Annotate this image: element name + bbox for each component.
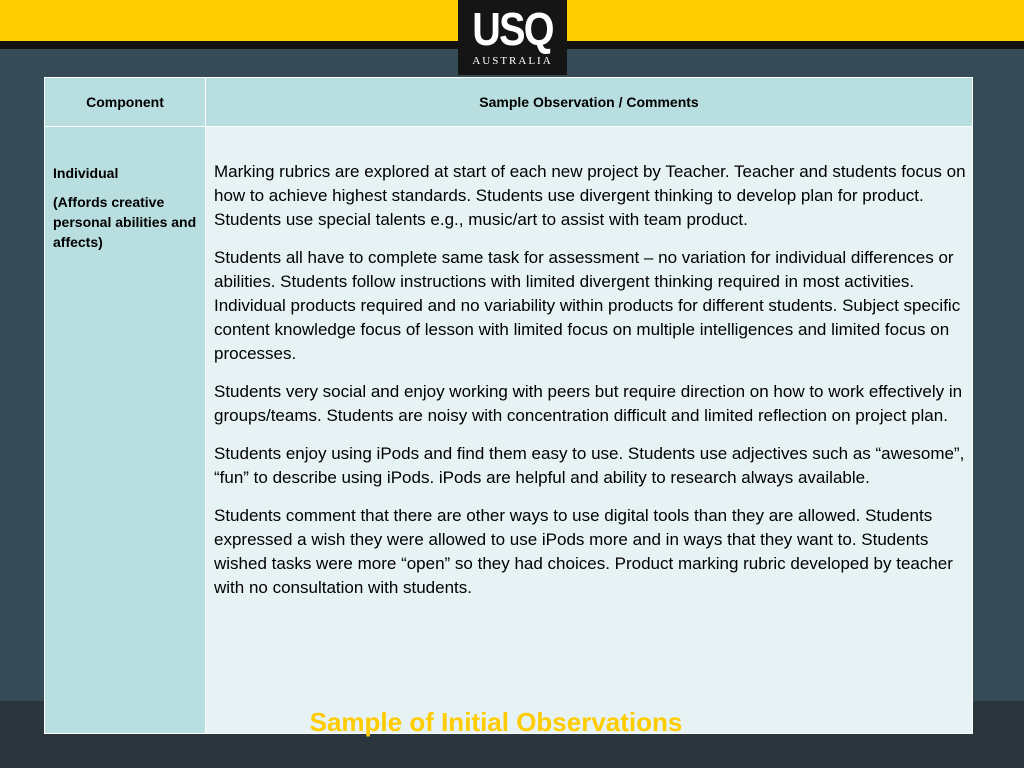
header-observations: Sample Observation / Comments bbox=[206, 78, 973, 127]
component-cell bbox=[45, 127, 206, 734]
logo-sub-text: AUSTRALIA bbox=[472, 55, 553, 67]
observation-paragraph: Students all have to complete same task for assessment – no variation for individual differences or abilities. Students follow instructions with limited divergent thinking required in most activities. Individual products required and no variability within products for different students. Subject specific content knowledge focus of lesson with limited focus on multiple intelligences and limited focus on processes. bbox=[214, 248, 961, 363]
observation-paragraph: Students enjoy using iPods and find them easy to use. Students use adjectives such as “awesome”, “fun” to describe using iPods. iPods are helpful and ability to research always available. bbox=[214, 444, 965, 487]
logo-main-text: USQ bbox=[472, 3, 553, 55]
header-component: Component bbox=[45, 78, 206, 127]
component-note: (Affords creative personal abilities and affects) bbox=[53, 194, 197, 250]
table-header-row bbox=[45, 78, 973, 127]
usq-logo bbox=[458, 0, 567, 75]
observation-paragraph: Marking rubrics are explored at start of each new project by Teacher. Teacher and students focus on how to achieve highest standards. Students use divergent thinking to develop plan for product. Students use special talents e.g., music/art to assist with team product. bbox=[214, 162, 966, 229]
observation-paragraph: Students very social and enjoy working with peers but require direction on how to work effectively in groups/teams. Students are noisy with concentration difficult and limited reflection on project plan. bbox=[214, 382, 963, 425]
observation-paragraph: Students comment that there are other ways to use digital tools than they are allowed. Students expressed a wish they were allowed to use iPods more and in ways that they want to. Students wished tasks were more “open” so they had choices. Product marking rubric developed by teacher with no consultation with students. bbox=[214, 506, 953, 597]
observations-table bbox=[44, 77, 973, 734]
observations-cell bbox=[206, 127, 973, 734]
table-row bbox=[45, 127, 973, 734]
slide-title: Sample of Initial Observations bbox=[309, 707, 683, 737]
component-title: Individual bbox=[53, 165, 119, 181]
